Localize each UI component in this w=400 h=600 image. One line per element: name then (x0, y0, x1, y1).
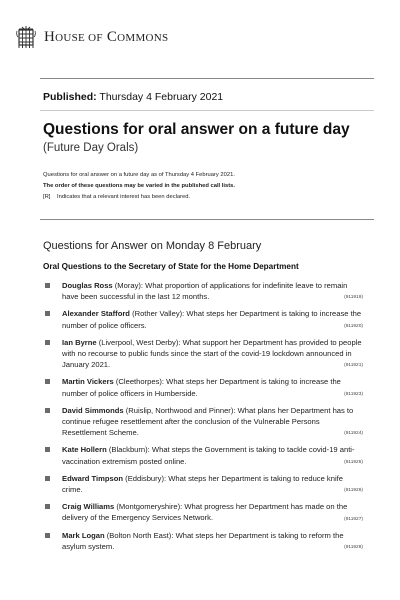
question-text: What steps her Department is taking to increase the number of police officers. (62, 309, 362, 330)
constituency: (Eddisbury): (125, 473, 167, 483)
constituency: (Ruislip, Northwood and Pinner): (125, 405, 236, 415)
question-reference: (911919) (344, 295, 363, 301)
bullet-icon (45, 283, 50, 288)
question-item (43, 280, 363, 302)
bullet-icon (45, 533, 50, 538)
bullet-icon (45, 408, 50, 413)
published-line (43, 91, 223, 103)
question-text: What proportion of applications for indefinite leave to remain have been successful in the last 12 months. (62, 281, 348, 302)
member-name: Edward Timpson (62, 473, 124, 483)
published-label: Published: (43, 91, 97, 103)
bullet-icon (45, 379, 50, 384)
member-name: Alexander Stafford (62, 309, 130, 319)
question-reference: (911924) (344, 431, 363, 437)
question-item (43, 308, 363, 330)
question-item (43, 376, 363, 398)
member-name: Martin Vickers (62, 377, 114, 387)
question-item (43, 337, 363, 371)
question-reference: (911923) (344, 391, 363, 397)
interest-code: [R] (43, 194, 51, 200)
question-item (43, 530, 363, 552)
question-text: What steps the Government is taking to tackle covid-19 anti-vaccination extremism posted online. (62, 445, 355, 466)
question-item (43, 501, 363, 523)
constituency: (Blackburn): (108, 445, 150, 455)
page-title: Questions for oral answer on a future day (43, 121, 350, 138)
member-name: Mark Logan (62, 530, 105, 540)
bullet-icon (45, 340, 50, 345)
meta-line: Questions for oral answer on a future day as of Thursday 4 February 2021. (43, 172, 235, 178)
question-reference: (911927) (344, 516, 363, 522)
house-of-commons-title: HOUSE OF COMMONS (44, 28, 169, 45)
day-heading: Questions for Answer on Monday 8 February (43, 240, 262, 252)
member-name: Kate Hollern (62, 445, 107, 455)
meta-line-order: The order of these questions may be varied in the published call lists. (43, 183, 235, 189)
page-subtitle: (Future Day Orals) (43, 142, 139, 154)
divider (40, 110, 374, 111)
constituency: (Rother Valley): (132, 309, 185, 319)
question-reference: (911920) (344, 323, 363, 329)
member-name: Ian Byrne (62, 337, 97, 347)
member-name: David Simmonds (62, 405, 124, 415)
question-reference: (911926) (344, 488, 363, 494)
portcullis-logo-icon (16, 25, 36, 49)
question-list (43, 280, 363, 552)
divider (40, 219, 374, 220)
bullet-icon (45, 504, 50, 509)
question-text: What support her Department has provided to people with no recourse to public funds since the start of the covid-19 lockdown announced in January 2021. (62, 337, 362, 370)
question-reference: (911921) (344, 363, 363, 369)
question-text: What plans her Department has to continue refugee resettlement after the conclusion of the Vulnerable Persons Resettlement Scheme. (62, 405, 354, 438)
constituency: (Montgomeryshire): (116, 502, 183, 512)
meta-notes (43, 170, 235, 203)
question-text: What progress her Department has made on the delivery of the Emergency Services Network. (62, 502, 348, 523)
question-item (43, 444, 363, 466)
constituency: (Bolton North East): (106, 530, 174, 540)
member-name: Douglas Ross (62, 281, 113, 290)
question-text: What steps her Department is taking to increase the number of police officers in Humberside. (62, 377, 341, 398)
divider (40, 78, 374, 79)
department-heading: Oral Questions to the Secretary of State for the Home Department (43, 262, 299, 271)
member-name: Craig Williams (62, 502, 115, 512)
question-text: What steps her Department is taking to reduce knife crime. (62, 473, 343, 495)
meta-line-interest: [R] Indicates that a relevant interest has been declared. (43, 192, 235, 203)
bullet-icon (45, 447, 50, 452)
question-item (43, 473, 363, 495)
masthead (16, 24, 168, 50)
constituency: (Liverpool, West Derby): (98, 337, 181, 347)
question-reference: (911928) (344, 545, 363, 551)
bullet-icon (45, 476, 50, 481)
question-item (43, 405, 363, 439)
constituency: (Cleethorpes): (115, 377, 165, 387)
question-text: What steps her Department is taking to reform the asylum system. (62, 530, 344, 551)
bullet-icon (45, 311, 50, 316)
constituency: (Moray): (114, 281, 144, 290)
question-reference: (911925) (344, 459, 363, 465)
published-date: Thursday 4 February 2021 (99, 91, 224, 103)
